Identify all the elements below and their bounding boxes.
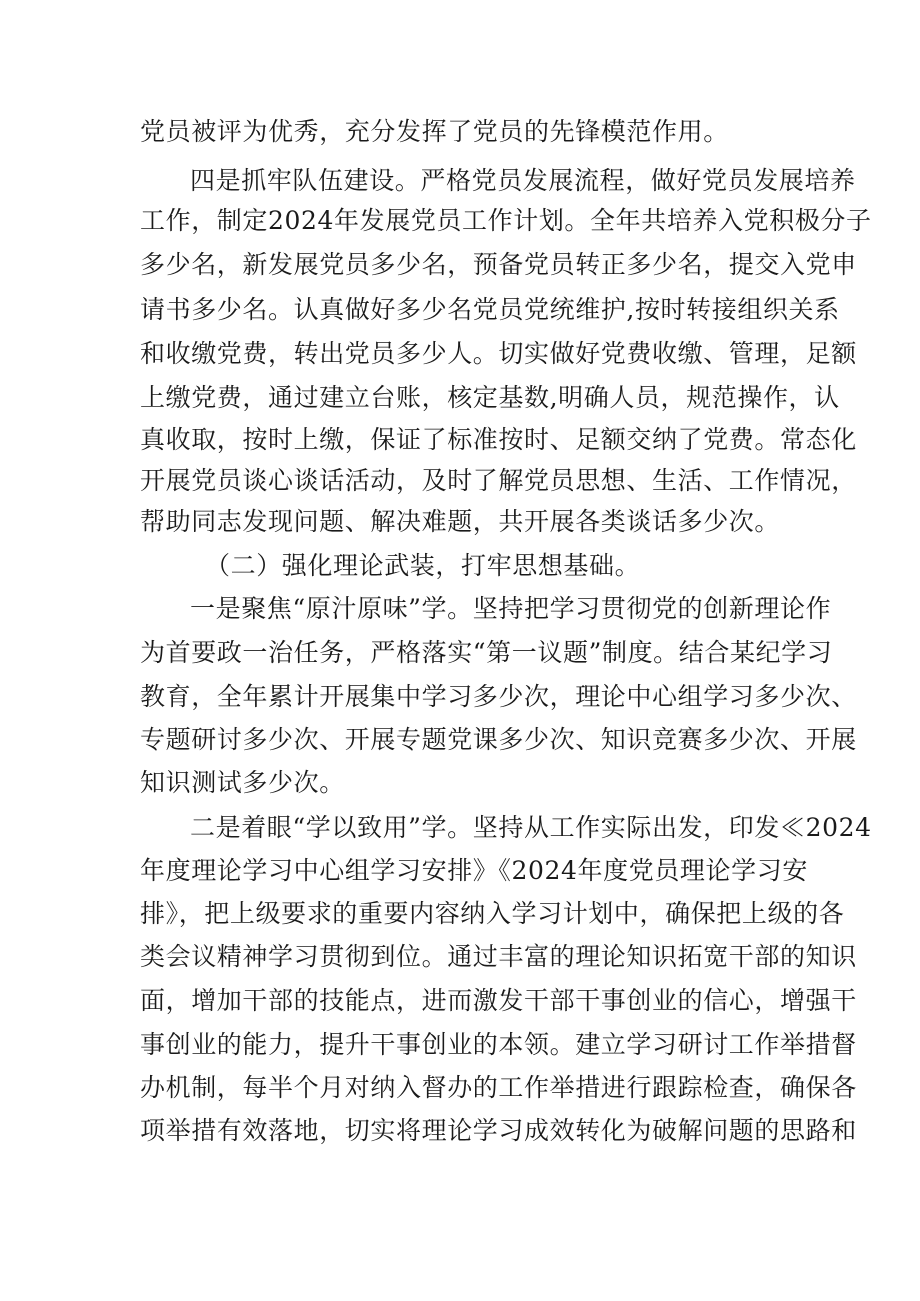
text-line: 事创业的能力，提升干事创业的本领。建立学习研讨工作举措督: [140, 1030, 857, 1059]
text-line: 知识测试多少次。: [140, 768, 345, 797]
text-line: 专题研讨多少次、开展专题党课多少次、知识竞赛多少次、开展: [140, 725, 857, 754]
text-line: 和收缴党费，转出党员多少人。切实做好党费收缴、管理，足额: [140, 339, 857, 368]
text-line: 教育，全年累计开展集中学习多少次，理论中心组学习多少次、: [140, 682, 857, 711]
text-line: 排》，把上级要求的重要内容纳入学习计划中，确保把上级的各: [140, 899, 845, 928]
section-heading: （二）强化理论武装，打牢思想基础。: [205, 551, 641, 580]
text-line: 为首要政一治任务，严格落实“第一议题”制度。结合某纪学习: [140, 638, 833, 667]
text-line: 项举措有效落地，切实将理论学习成效转化为破解问题的思路和: [140, 1116, 857, 1145]
text-line: 办机制，每半个月对纳入督办的工作举措进行跟踪检查，确保各: [140, 1073, 857, 1102]
text-line: 开展党员谈心谈话活动，及时了解党员思想、生活、工作情况，: [140, 466, 857, 495]
text-line: 多少名，新发展党员多少名，预备党员转正多少名，提交入党申: [140, 250, 857, 279]
text-line: 上缴党费，通过建立台账，核定基数,明确人员，规范操作，认: [140, 383, 840, 412]
text-line: 真收取，按时上缴，保证了标准按时、足额交纳了党费。常态化: [140, 425, 857, 454]
paragraph-start-line: 四是抓牢队伍建设。严格党员发展流程，做好党员发展培养: [190, 166, 856, 195]
text-line: 面，增加干部的技能点，进而激发干部干事创业的信心，增强干: [140, 986, 857, 1015]
paragraph-start-line: 一是聚焦“原汁原味”学。坚持把学习贯彻党的创新理论作: [190, 594, 832, 623]
paragraph-start-line: 二是着眼“学以致用”学。坚持从工作实际出发，印发≪2024: [190, 813, 872, 842]
text-line: 帮助同志发现问题、解决难题，共开展各类谈话多少次。: [140, 507, 781, 536]
text-line: 年度理论学习中心组学习安排》《2024年度党员理论学习安: [140, 856, 808, 885]
text-line: 工作，制定2024年发展党员工作计划。全年共培养入党积极分子: [140, 206, 872, 235]
text-line: 党员被评为优秀，充分发挥了党员的先锋模范作用。: [140, 117, 729, 146]
text-line: 类会议精神学习贯彻到位。通过丰富的理论知识拓宽干部的知识: [140, 942, 857, 971]
text-line: 请书多少名。认真做好多少名党员党统维护,按时转接组织关系: [140, 295, 840, 324]
